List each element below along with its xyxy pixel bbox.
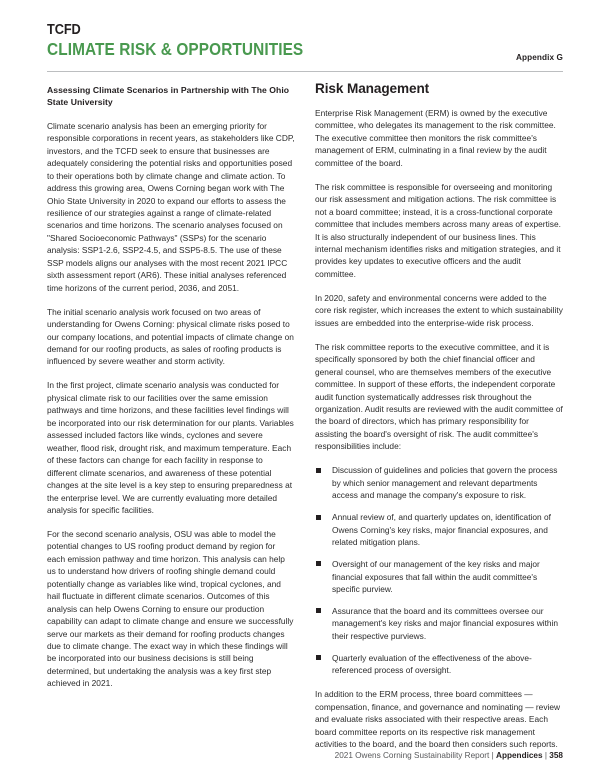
list-item (315, 605, 563, 642)
left-column (47, 84, 295, 750)
list-item (315, 511, 563, 548)
square-bullet-icon (316, 655, 321, 660)
list-item-text: Quarterly evaluation of the effectiveness of the above-referenced process of oversight. (332, 652, 532, 676)
list-item (315, 652, 563, 677)
header-eyebrow: TCFD (47, 22, 81, 38)
page-title: CLIMATE RISK & OPPORTUNITIES (47, 39, 304, 59)
footer-page-number: 358 (549, 751, 563, 760)
list-item (315, 558, 563, 595)
audit-responsibilities-list (315, 464, 563, 676)
list-item-text: Assurance that the board and its committees oversee our management's key risks and major financial exposures within their respective purviews. (332, 605, 559, 641)
appendix-label: Appendix G (516, 53, 563, 62)
paragraph: The risk committee reports to the executive committee, and it is specifically sponsored by both the chief financial officer and general counsel, who are themselves members of the executive committee. In support of these efforts, the independent corporate audit function systematically addresses risk throughout the organization. Audit results are reviewed with the audit committee of the board of directors, which has primary responsibility for assisting the board's oversight of risk. The audit committee's responsibilities include: (315, 341, 563, 452)
header-titles (47, 22, 338, 59)
right-column (315, 81, 563, 750)
square-bullet-icon (316, 468, 321, 473)
paragraph: For the second scenario analysis, OSU was able to model the potential changes to US roofing product demand by region for each emission pathway and time horizon. This analysis can help us to understand how drivers of roofing shingle demand could potentially change as variables like wind, tropical cyclones, and hail fluctuate in different climate scenarios. Outcomes of this analysis can help Owens Corning to ensure our production capability can adapt to climate change and ensure we successfully serve our markets as their demand for roofing products changes due to climate change. The exact way in which these findings will be incorporated into our business decisions is still being determined, but undertaking the analysis was a key first step achieved in 2021. (47, 528, 294, 689)
list-item-text: Annual review of, and quarterly updates on, identification of Owens Corning's key risks, major financial exposures, and related mitigation plans. (332, 512, 551, 548)
paragraph: Enterprise Risk Management (ERM) is owned by the executive committee, who delegates its management to the risk committee. The executive committee then monitors the risk committee's management of ERM, culminating in a final review by the audit committee of the board. (315, 108, 556, 168)
square-bullet-icon (316, 515, 321, 520)
list-item (315, 464, 563, 501)
header-divider (47, 71, 563, 72)
page-footer (335, 751, 563, 760)
footer-section-name: Appendices (496, 751, 543, 760)
paragraph: The risk committee is responsible for overseeing and monitoring our risk assessment and mitigation actions. The risk committee is not a board committee; instead, it is a cross-functional corporate committee that includes members across many areas of expertise. It is also structurally independent of our business lines. This internal mechanism identifies risks and mitigation strategies, and it provides key updates to executive officers and the audit committee. (315, 181, 561, 279)
list-item-text: Oversight of our management of the key risks and major financial exposures that fall within the audit committee's specific purview. (332, 559, 540, 594)
paragraph: In the first project, climate scenario analysis was conducted for physical climate risk to our facilities over the same emission pathways and time horizons, and these facilities level findings will be incorporated into our risk determination for our plants. Variables assessed included factors like winds, cyclones and severe weather, flood risk, drought risk, and maximum temperature. Each of these factors can change for each facility in response to different climate scenarios, and awareness of these potential changes at the site level is a key step to ensuring preparedness at the enterprise level. We are currently evaluating more detailed analysis for specific facilities. (47, 380, 294, 515)
paragraph: The initial scenario analysis work focused on two areas of understanding for Owens Corning: physical climate risks posed to our company locations, and potential impacts of climate change on demand for our roofing products, as sales of roofing products is influenced by severe weather and storm activity. (47, 306, 294, 367)
square-bullet-icon (316, 561, 321, 566)
left-column-subheading: Assessing Climate Scenarios in Partnership with The Ohio State University (47, 85, 290, 108)
footer-separator: | (544, 751, 547, 760)
list-item-text: Discussion of guidelines and policies that govern the process by which senior management and relevant departments access and manage the company's exposure to risk. (332, 465, 558, 501)
footer-report-name: 2021 Owens Corning Sustainability Report (334, 751, 490, 760)
page-header (47, 22, 563, 66)
content-columns (47, 81, 563, 750)
section-heading-risk-management: Risk Management (315, 81, 430, 96)
square-bullet-icon (316, 608, 321, 613)
footer-separator: | (491, 751, 494, 760)
paragraph: In addition to the ERM process, three board committees — compensation, finance, and governance and nominating — review and evaluate risks associated with their respective areas. Each board committee reports on its respective risk management activities to the board, and the board then considers such reports. (315, 689, 561, 749)
paragraph: Climate scenario analysis has been an emerging priority for responsible corporations in recent years, as stakeholders like CDP, investors, and the TCFD seek to ensure that businesses are adequately considering the potential risks and opportunities posed to their operations both by climate change and climate action. To address this growing area, Owens Corning began work with The Ohio State University in 2020 to expand our efforts to assess the resilience of our strategies against a range of climate-related scenarios and time horizons. The scenario analyses focused on "Shared Socioeconomic Pathways" (SSPs) for the scenario analysis: SSP1-2.6, SSP2-4.5, and SSP5-8.5. The use of these SSP models aligns our analyses with the most recent 2021 IPCC sixth assessment report (AR6). These initial analyses referenced time horizons of the current period, 2036, and 2051. (47, 120, 295, 293)
paragraph: In 2020, safety and environmental concerns were added to the core risk register, which increases the extent to which sustainability issues are embedded into the enterprise-wide risk process. (315, 292, 563, 328)
